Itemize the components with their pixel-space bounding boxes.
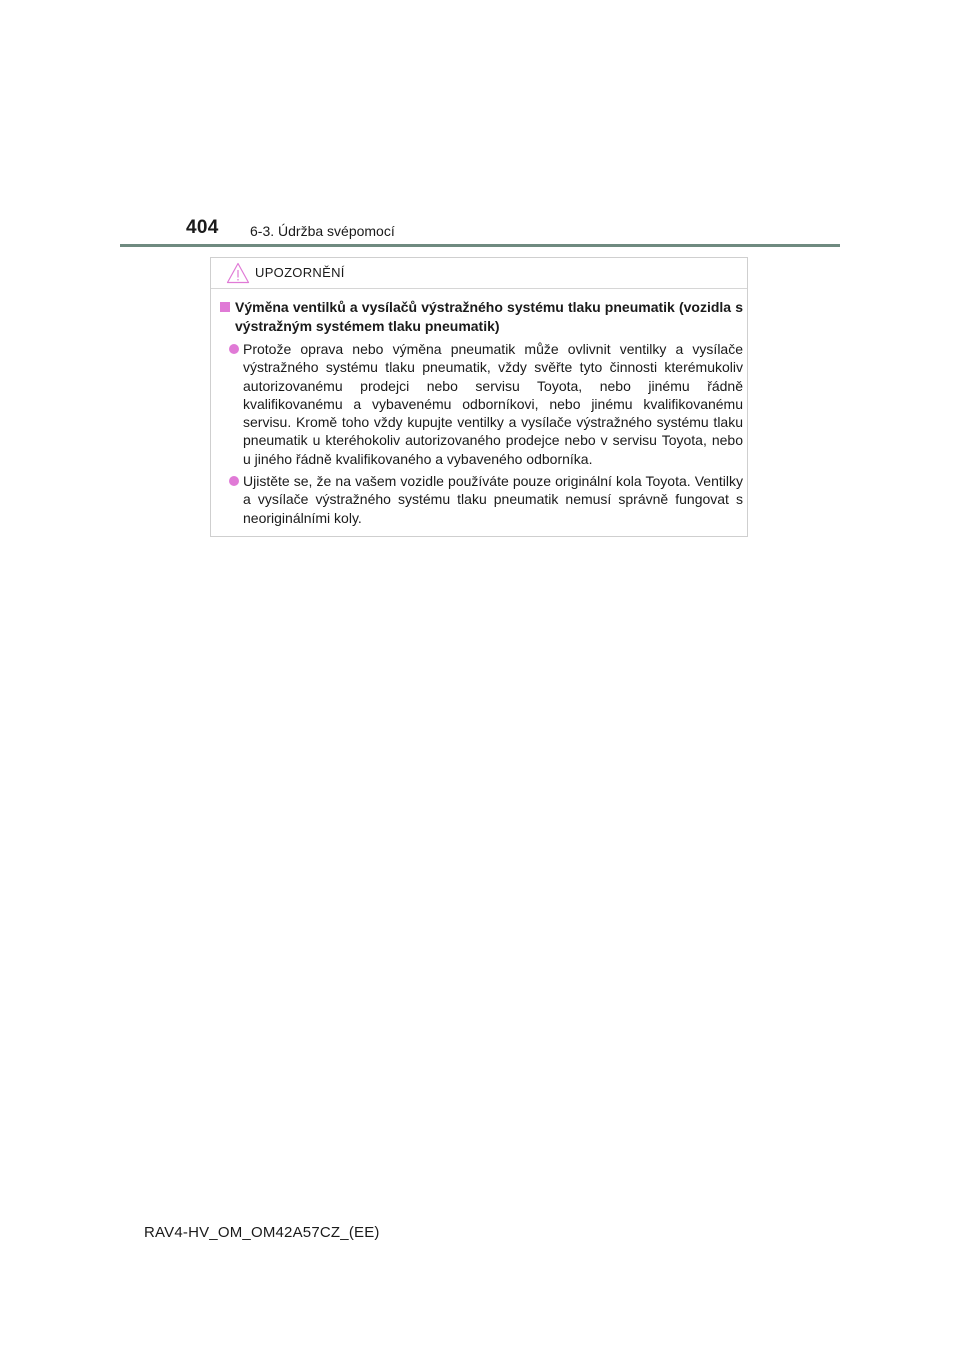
warning-heading-text: Výměna ventilků a vysílačů výstražného systému tlaku pneumatik (vozidla s výstražným systémem tlaku pneumatik) (235, 299, 743, 334)
list-item-text: Protože oprava nebo výměna pneumatik může ovlivnit ventilky a vysílače výstražného systému tlaku pneumatik, vždy svěřte tyto činnosti kterémukoliv autorizovanému prodejci nebo servisu Toyota, nebo jinému řádně kvalifikovanému a vybavenému odborníkovi, nebo jinému kvalifikovanému servisu. Kromě toho vždy kupujte ventilky a vysílače výstražného systému tlaku pneumatik u kteréhokoliv autorizovaného prodejce nebo v servisu Toyota, nebo u jiného řádně kvalifikovaného a vybaveného odborníka. (243, 341, 743, 467)
section-title: 6-3. Údržba svépomocí (250, 223, 395, 239)
header-divider (120, 244, 840, 247)
circle-bullet-icon (229, 344, 239, 354)
list-item-text: Ujistěte se, že na vašem vozidle používáte pouze originální kola Toyota. Ventilky a vysílače výstražného systému tlaku pneumatik nemusí správně fungovat s neoriginálními koly. (243, 473, 743, 526)
circle-bullet-icon (229, 476, 239, 486)
warning-heading (219, 298, 743, 336)
warning-content (219, 298, 743, 527)
warning-title: UPOZORNĚNÍ (255, 265, 345, 280)
document-code: RAV4-HV_OM_OM42A57CZ_(EE) (144, 1224, 380, 1241)
warning-box (210, 257, 748, 537)
warning-header (211, 258, 747, 289)
list-item (219, 340, 743, 468)
page-number: 404 (186, 217, 219, 238)
list-item (219, 472, 743, 527)
square-bullet-icon (220, 302, 230, 312)
warning-triangle-icon (226, 262, 250, 284)
